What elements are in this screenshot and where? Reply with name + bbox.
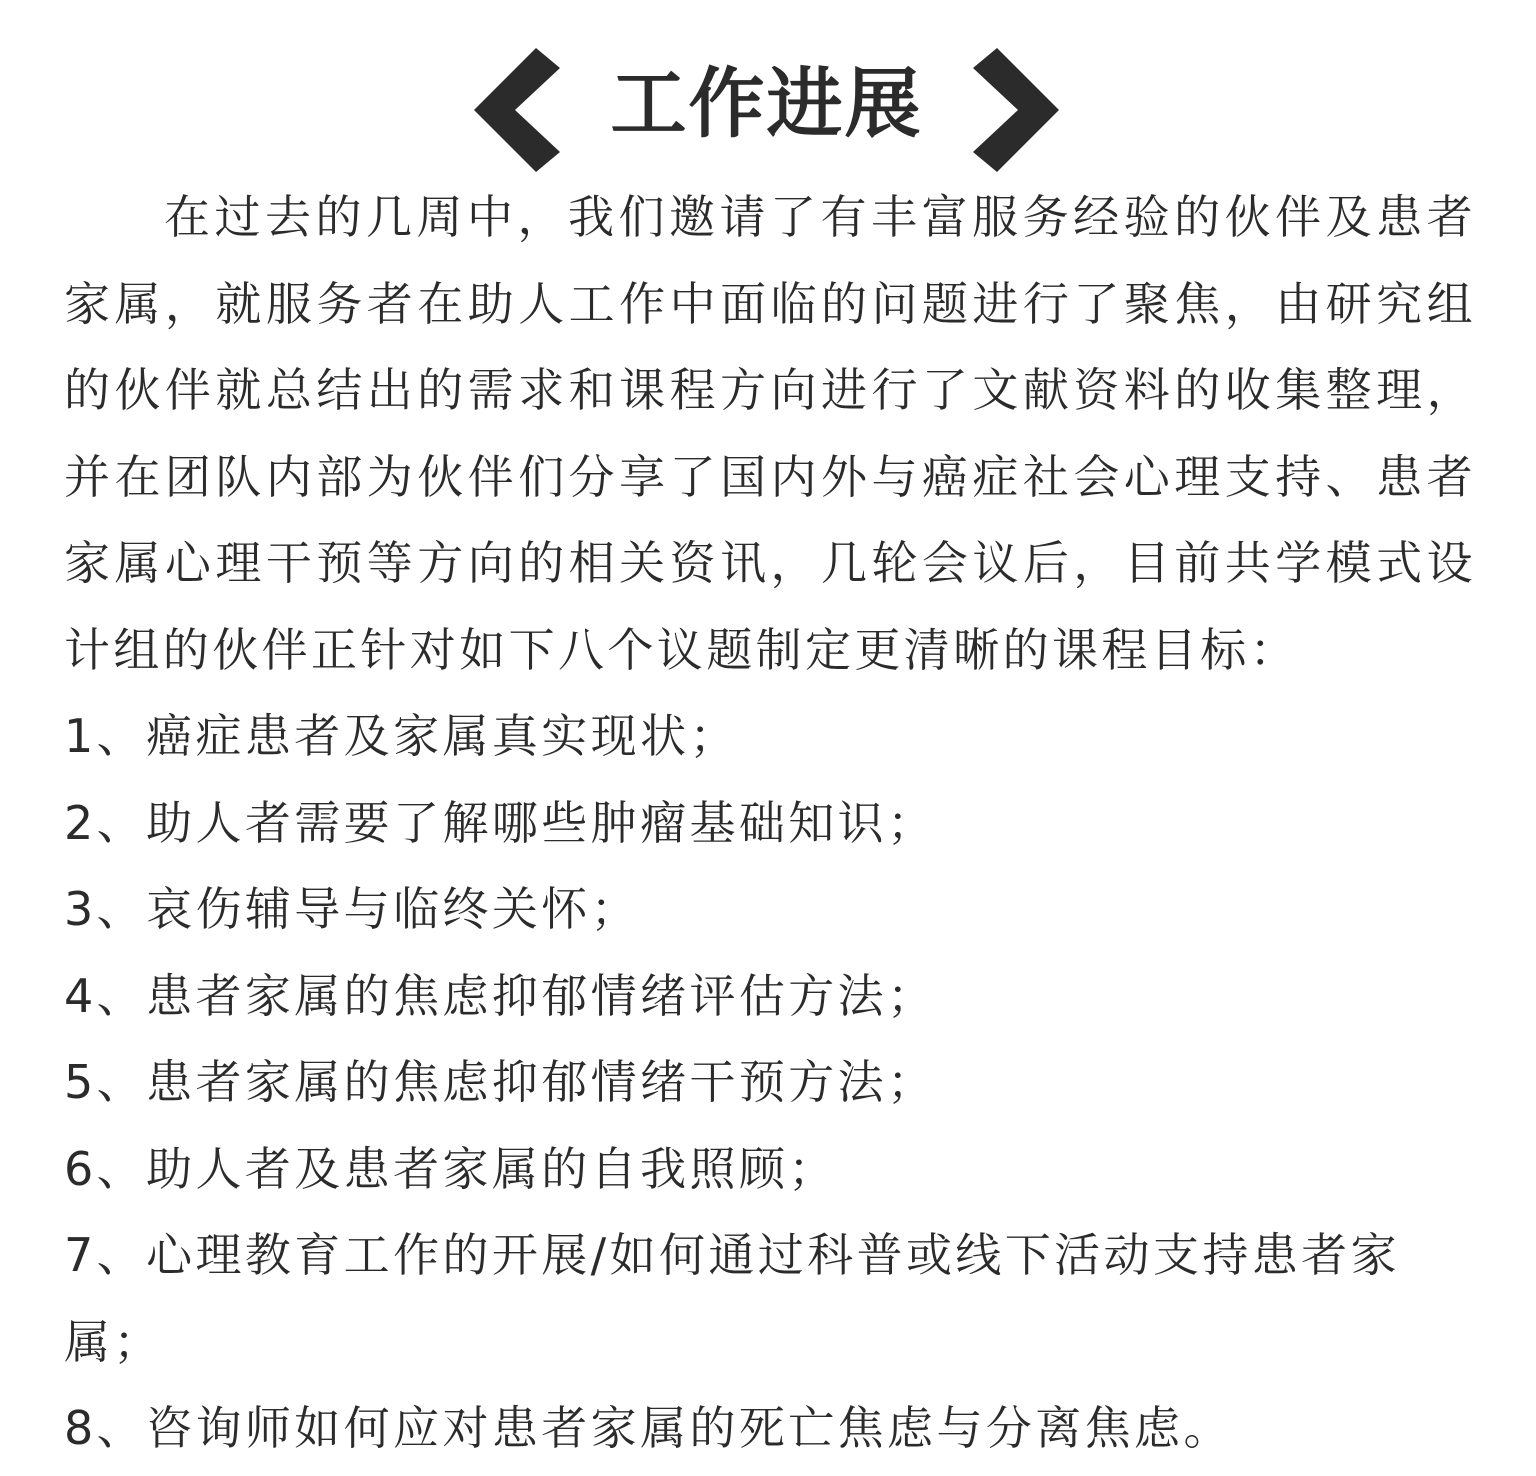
list-item: 8、咨询师如何应对患者家属的死亡焦虑与分离焦虑。 xyxy=(64,1401,1233,1455)
list-item: 6、助人者及患者家属的自我照顾； xyxy=(64,1141,838,1196)
section-title: 工作进展 xyxy=(610,59,923,148)
list-item: 5、患者家属的焦虑抑郁情绪干预方法； xyxy=(64,1055,937,1109)
section-header xyxy=(0,48,1536,172)
chevron-left-icon xyxy=(474,48,560,172)
topic-list xyxy=(64,693,1476,1472)
list-item: 2、助人者需要了解哪些肿瘤基础知识； xyxy=(64,795,937,850)
list-item: 1、癌症患者及家属真实现状； xyxy=(64,709,739,763)
list-item: 3、哀伤辅导与临终关怀； xyxy=(64,882,641,936)
list-item: 4、患者家属的焦虑抑郁情绪评估方法； xyxy=(64,968,937,1023)
body-text xyxy=(64,174,1476,1472)
intro-paragraph: 在过去的几周中，我们邀请了有丰富服务经验的伙伴及患者家属，就服务者在助人工作中面临的问题进行了聚焦，由研究组的伙伴就总结出的需求和课程方向进行了文献资料的收集整理，并在团队内部为伙伴们分享了国内外与癌症社会心理支持、患者家属心理干预等方向的相关资讯，几轮会议后，目前共学模式设计组的伙伴正针对如下八个议题制定更清晰的课程目标： xyxy=(64,190,1476,677)
list-item: 7、心理教育工作的开展/如何通过科普或线下活动支持患者家属； xyxy=(64,1228,1400,1369)
chevron-right-icon xyxy=(973,48,1059,172)
